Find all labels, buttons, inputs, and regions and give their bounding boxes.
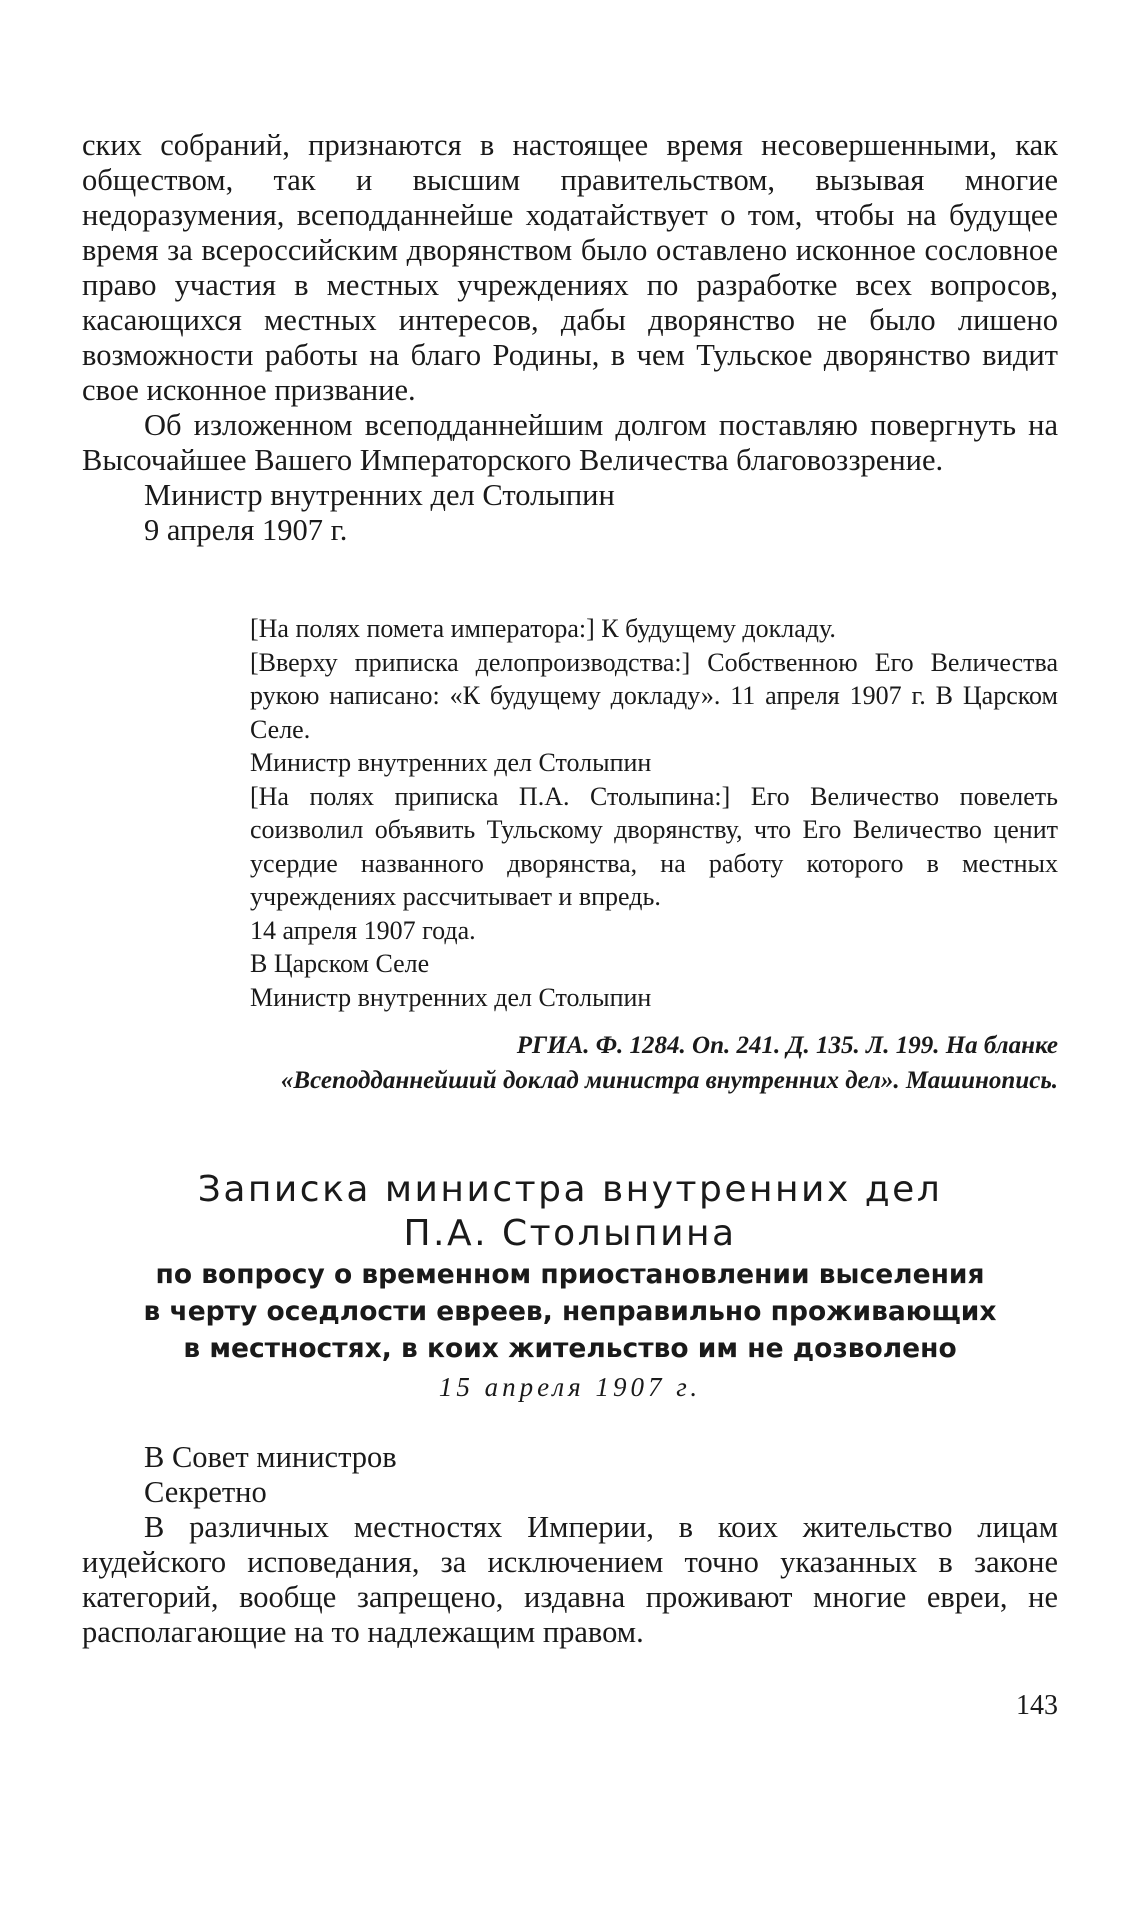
note-final-signature: Министр внутренних дел Столыпин xyxy=(250,982,652,1012)
heading-subtitle-1: по вопросу о временном приостановлении выселения xyxy=(155,1259,985,1290)
heading-subtitle-2: в черту оседлости евреев, неправильно проживающих xyxy=(143,1296,997,1327)
note-emperor: [На полях помета императора:] К будущему докладу. xyxy=(250,614,836,643)
page-number: 143 xyxy=(1016,1690,1058,1721)
heading-title-1: Записка министра внутренних дел xyxy=(197,1169,943,1210)
memo-body xyxy=(82,1440,1058,1650)
letter-body xyxy=(82,128,1058,548)
memo-secrecy: Секретно xyxy=(144,1475,267,1509)
heading-title-2: П.А. Столыпина xyxy=(403,1213,737,1254)
note-place: В Царском Селе xyxy=(250,949,430,978)
note-date: 14 апреля 1907 года. xyxy=(250,915,476,945)
margin-notes xyxy=(250,612,1058,1014)
archive-reference xyxy=(82,1028,1058,1098)
note-minister-signature: Министр внутренних дел Столыпин xyxy=(250,748,652,777)
document-heading xyxy=(82,1168,1058,1407)
note-chancellery: [Вверху приписка делопроизводства:] Собственною Его Величества рукою написано: «К будущему докладу». 11 апреля 1907 г. В Царском Селе. xyxy=(250,647,1058,744)
archive-line-2: «Всеподданнейший доклад министра внутренних дел». Машинопись. xyxy=(280,1067,1058,1094)
paragraph-continuation: ских собраний, признаются в настоящее время несовершенными, как обществом, так и высшим правительством, вызывая многие недоразумения, всеподданнейше ходатайствует о том, чтобы на будущее время за всероссийским дворянством было оставлено исконное сословное право участия в местных учреждениях по разработке всех вопросов, касающихся местных интересов, дабы дворянство не было лишено возможности работы на благо Родины, в чем Тульское дворянство видит свое исконное призвание. xyxy=(82,128,1058,407)
memo-paragraph: В различных местностях Империи, в коих жительство лицам иудейского исповедания, за исключением точно указанных в законе категорий, вообще запрещено, издавна проживают многие евреи, не располагающие на то надлежащим правом. xyxy=(82,1510,1058,1649)
heading-subtitle-3: в местностях, в коих жительство им не дозволено xyxy=(183,1333,957,1364)
signature-line: Министр внутренних дел Столыпин xyxy=(144,478,615,512)
memo-addressee: В Совет министров xyxy=(144,1440,397,1474)
paragraph-closing: Об изложенном всеподданнейшим долгом поставляю повергнуть на Высочайшее Вашего Императорского Величества благовоззрение. xyxy=(82,408,1058,477)
archive-line-1: РГИА. Ф. 1284. Оп. 241. Д. 135. Л. 199. На бланке xyxy=(516,1032,1058,1059)
heading-date: 15 апреля 1907 г. xyxy=(438,1372,702,1402)
signature-date: 9 апреля 1907 г. xyxy=(144,513,348,547)
note-stolypin: [На полях приписка П.А. Столыпина:] Его Величество повелеть соизволил объявить Тульскому дворянству, что Его Величество ценит усердие названного дворянства, на работу которого в местных учреждениях рассчитывает и впредь. xyxy=(250,781,1058,911)
